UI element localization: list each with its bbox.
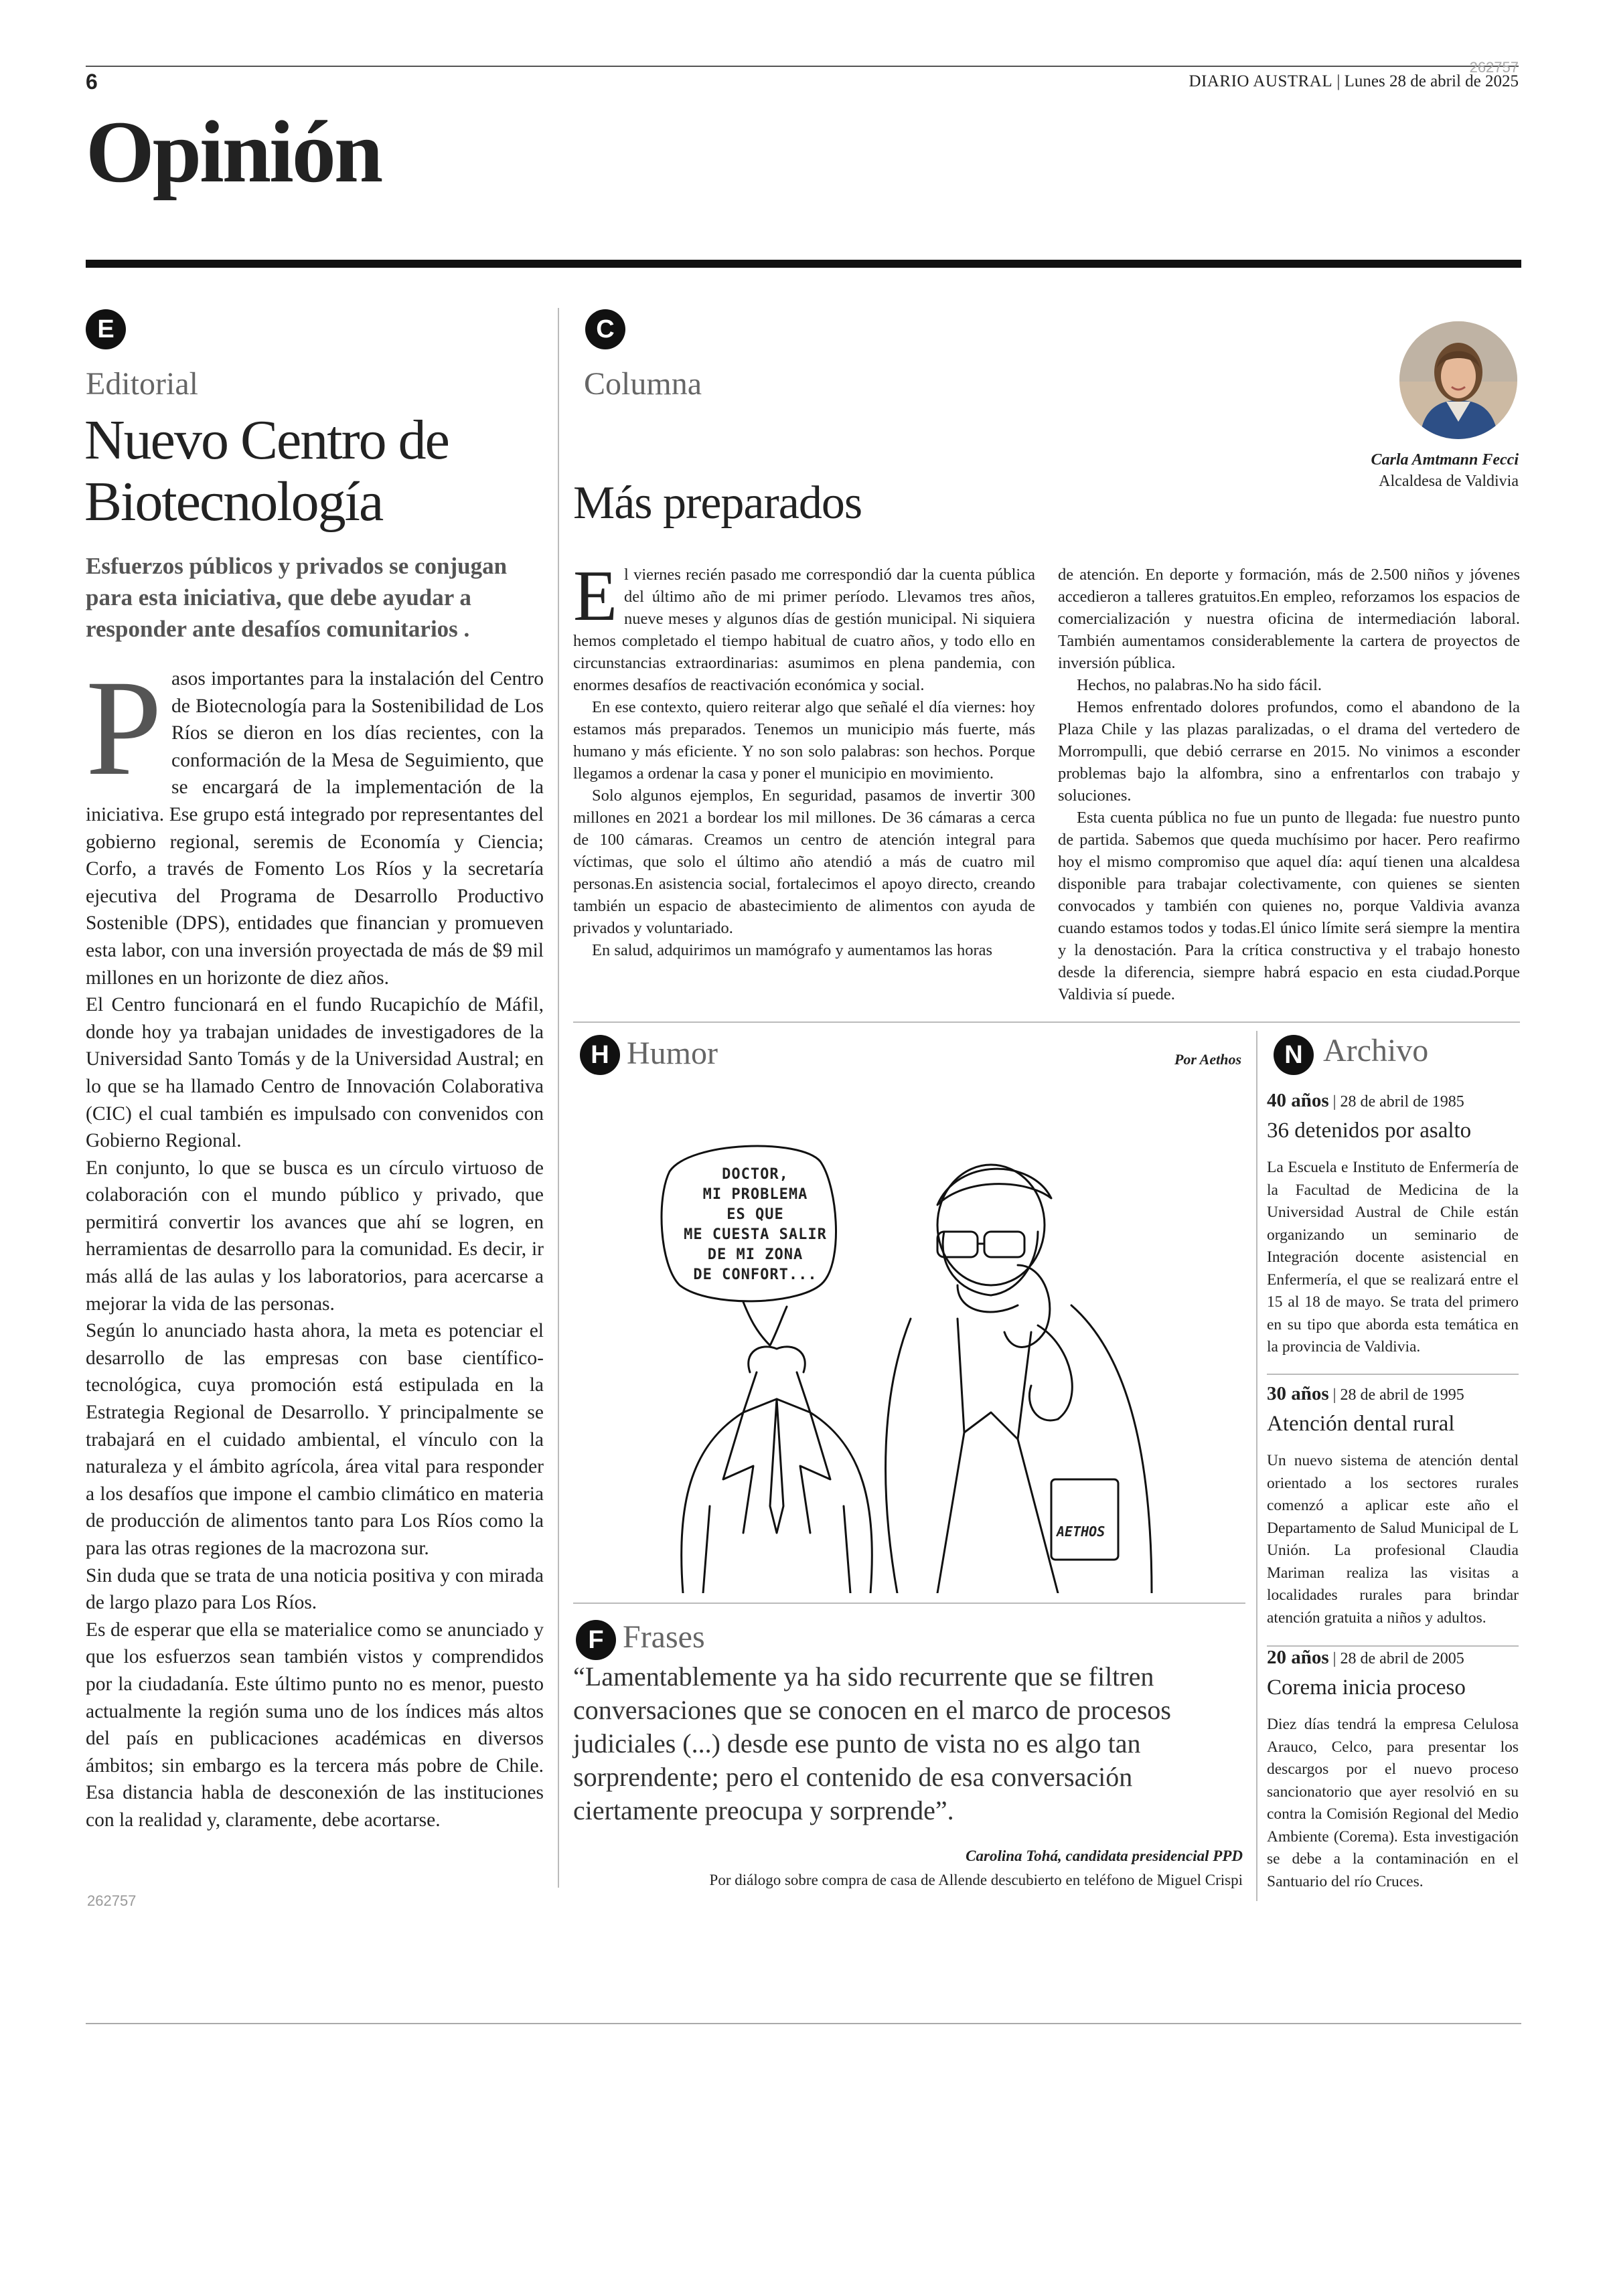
editorial-footer-id: 262757 <box>87 1892 137 1909</box>
section-title: Opinión <box>86 102 382 201</box>
column-divider <box>558 308 559 1888</box>
humor-label: Humor <box>627 1036 718 1071</box>
archivo-title: 36 detenidos por asalto <box>1267 1119 1472 1143</box>
archivo-years: 20 años <box>1267 1647 1329 1668</box>
humor-badge: H <box>580 1035 620 1075</box>
archivo-years: 30 años <box>1267 1383 1329 1404</box>
column-paragraph: Hemos enfrentado dolores profundos, como el abandono de la Plaza Chile y las plazas paralizadas, o el drama del vertedero de Morrompulli, que debió cerrarse en 2015. No vinimos a esconder problemas bajo la alfombra, sino a enfrentarlos con trabajo y soluciones. <box>1058 698 1520 805</box>
archivo-rule <box>1267 1374 1519 1375</box>
archivo-date: | 28 de abril de 1985 <box>1332 1093 1464 1111</box>
archivo-item <box>1267 1090 1519 1359</box>
bubble-line: DOCTOR, <box>722 1166 789 1183</box>
editorial-paragraph: asos importantes para la instalación del Centro de Biotecnología para la Sostenibilidad de Los Ríos se dieron en los días recientes, con la conformación de la Mesa de Seguimiento, que se encargará de la implementación de la iniciativa. Ese grupo está integrado por representantes del gobierno regional, seremis de Economía y Ciencia; Corfo, a través de Fomento Los Ríos y la secretaría ejecutiva del Programa de Desarrollo Productivo Sostenible (DPS), entidades que financian y promueven esta labor, con una inversión proyectada de más de $9 mil millones en un horizonte de diez años. <box>86 668 544 989</box>
editorial-drop-cap: P <box>86 652 163 804</box>
archivo-body: Diez días tendrá la empresa Celulosa Arauco, Celco, para presentar los descargos por el nuevo proceso sancionatorio que ayer resolvió en su contra la Comisión Regional del Medio Ambiente (Corema). Esta investigación se debe a la contaminación en el Santuario del río Cruces. <box>1267 1716 1519 1890</box>
editorial-headline-line-2: Biotecnología <box>84 471 383 533</box>
archivo-title: Corema inicia proceso <box>1267 1675 1466 1700</box>
archivo-body: Un nuevo sistema de atención dental orientado a los sectores rurales comenzó a aplicar este año el Departamento de Salud Municipal de L Unión. La profesional Claudia Mariman realiza las visitas a localidades rurales para brindar atención gratuita a niños y adultos. <box>1267 1452 1519 1627</box>
archivo-divider <box>1256 1031 1257 1901</box>
author-avatar <box>1399 321 1517 439</box>
column-paragraph: Solo algunos ejemplos, En seguridad, pasamos de invertir 300 millones en 2021 a bordear los mil millones. De 36 cámaras a cerca de 100 cámaras. Creamos un centro de atención integral para víctimas, que solo el último año atendió a más de cuatro mil personas.En asistencia social, fortalecimos el apoyo directo, creando también un espacio de abastecimiento de alimentos con ayuda de privados y voluntariado. <box>573 787 1035 937</box>
column-paragraph: Hechos, no palabras.No ha sido fácil. <box>1077 676 1322 694</box>
column-body-right <box>1058 564 1520 1005</box>
author-name: Carla Amtmann Fecci <box>1371 451 1519 469</box>
frases-source: Carolina Tohá, candidata presidencial PPD <box>966 1848 1243 1864</box>
editorial-paragraph: Sin duda que se trata de una noticia positiva y con mirada de largo plazo para Los Ríos. <box>86 1564 544 1614</box>
editorial-badge: E <box>86 309 126 349</box>
editorial-headline <box>84 410 553 533</box>
publication-line <box>1189 72 1519 91</box>
editorial-paragraph: En conjunto, lo que se busca es un círculo virtuoso de colaboración con el mundo público y privado, que permitirá convertir los avances que ahí se logren, en herramientas de desarrollo para la comunidad. Es decir, ir más allá de las aulas y los laboratorios, para acercarse a mejorar la vida de las personas. <box>86 1157 544 1315</box>
humor-byline: Por Aethos <box>1174 1051 1241 1068</box>
column-headline: Más preparados <box>573 477 862 529</box>
column-kicker: Columna <box>584 366 702 402</box>
column-paragraph: En ese contexto, quiero reiterar algo que señalé el día viernes: hoy estamos más preparados. Tenemos un municipio más fuerte, más humano y más eficiente. Y no son solo palabras: son hechos. Porque llegamos a ordenar la casa y poner el municipio en movimiento. <box>573 698 1035 783</box>
bubble-line: DE MI ZONA <box>707 1246 804 1263</box>
header-id-code: 262757 <box>1469 59 1519 76</box>
column-paragraph: de atención. En deporte y formación, más de 2.500 niños y jóvenes accedieron a talleres gratuitos.En empleo, reforzamos los espacios de comercialización y nuestra oficina de intermediación laboral. También aumentamos considerablemente la cartera de proyectos de inversión pública. <box>1058 566 1520 672</box>
archivo-years: 40 años <box>1267 1090 1329 1111</box>
column-badge: C <box>585 309 625 349</box>
frases-context: Por diálogo sobre compra de casa de Allende descubierto en teléfono de Miguel Crispi <box>709 1872 1243 1888</box>
page-number: 6 <box>86 70 98 94</box>
frases-quote: “Lamentablemente ya ha sido recurrente que se filtren conversaciones que se conocen en el marco de procesos judiciales (...) desde ese punto de vista no es algo tan sorprendente; pero el contenido de esa conversación ciertamente preocupa y sorprende”. <box>573 1661 1171 1825</box>
editorial-paragraph: El Centro funcionará en el fundo Rucapichío de Máfil, donde hoy ya trabajan unidades de investigadores de la Universidad Santo Tomás y de la Universidad Austral; en lo que se ha llamado Centro de Innovación Colaborativa (CIC) el cual también es impulsado con convenidos con Gobierno Regional. <box>86 994 544 1152</box>
editorial-paragraph: Según lo anunciado hasta ahora, la meta es potenciar el desarrollo de las empresas con base científico-tecnológica, cuya promoción está estipulada en la Estrategia Regional de Desarrollo. Y principalmente se trabajará en el cuidado ambiental, el vínculo con la naturaleza y el ámbito agrícola, área vital para responder a los desafíos que impone el cambio climático en materia de producción de alimentos tanto para Los Ríos como la para las otras regiones de la macrozona sur. <box>86 1320 544 1559</box>
archivo-title: Atención dental rural <box>1267 1412 1455 1436</box>
header-rule <box>86 66 1519 67</box>
cartoon-signature: AETHOS <box>1057 1524 1105 1540</box>
column-paragraph: Esta cuenta pública no fue un punto de llegada: fue nuestro punto de partida. Sabemos que queda muchísimo por hacer. Pero reafirmo hoy el mismo compromiso que aquel día: aquí tienen una alcaldesa disponible para trabajar colectivamente, con quienes se sienten convocados y también con quienes no, porque Valdivia avanza cuando estamos todos y todas.El único límite será siempre la mentira y la denostación. Para la crítica constructiva y el trabajo honesto desde la diferencia, siempre habrá espacio en esta ciudad.Porque Valdivia sí puede. <box>1058 809 1520 1003</box>
column-body-left <box>573 556 1035 961</box>
column-paragraph: En salud, adquirimos un mamógrafo y aumentamos las horas <box>592 941 993 959</box>
editorial-kicker: Editorial <box>86 366 198 402</box>
bubble-line: ME CUESTA SALIR <box>684 1226 827 1243</box>
author-role: Alcaldesa de Valdivia <box>1379 473 1519 490</box>
speech-bubble-text <box>682 1165 829 1285</box>
section-rule <box>86 260 1521 268</box>
archivo-item <box>1267 1383 1519 1629</box>
archivo-item <box>1267 1647 1519 1893</box>
column-drop-cap: E <box>573 556 617 636</box>
column-paragraph: l viernes recién pasado me correspondió dar la cuenta pública del último año de mi primer período. Llevamos tres años, nueve meses y algunos días de gestión municipal. Ni siquiera hemos completado el tiempo habitual de cuatro años, y todo ello en circunstancias extraordinarias: asumimos en plena pandemia, con enormes desafíos de reactivación económica y social. <box>573 566 1035 694</box>
editorial-paragraph: Es de esperar que ella se materialice como se anunciado y que los esfuerzos sean también vistos y comprendidos por la ciudadanía. Este último punto no es menor, puesto actualmente la región suma uno de los índices más altos del país en publicaciones académicas en diversos ámbitos; sin embargo es la tercera más pobre de Chile. Esa distancia habla de desconexión de las instituciones con la realidad y, claramente, debe acortarse. <box>86 1619 544 1831</box>
bubble-line: ES QUE <box>726 1206 784 1223</box>
archivo-date: | 28 de abril de 1995 <box>1332 1386 1464 1404</box>
archivo-badge: N <box>1274 1035 1314 1075</box>
publication-date: | Lunes 28 de abril de 2025 <box>1336 72 1519 90</box>
editorial-deck: Esfuerzos públicos y privados se conjugan para esta iniciativa, que debe ayudar a responder ante desafíos comunitarios . <box>86 553 508 642</box>
bottom-rule <box>86 2023 1521 2024</box>
publication-name: DIARIO AUSTRAL <box>1189 72 1333 90</box>
bubble-line: MI PROBLEMA <box>702 1186 808 1203</box>
archivo-date: | 28 de abril de 2005 <box>1332 1650 1464 1667</box>
editorial-body <box>86 652 544 1834</box>
editorial-headline-line-1: Nuevo Centro de <box>84 409 449 471</box>
cartoon <box>643 1131 1178 1593</box>
archivo-label: Archivo <box>1323 1033 1429 1068</box>
archivo-body: La Escuela e Instituto de Enfermería de la Facultad de Medicina de la Universidad Austral de Chile están organizando un seminario de Integración docente asistencial en Enfermería, el que se realizará entre el 15 al 18 de mayo. Se trata del primero en su tipo que aborda esta temática en la provincia de Valdivia. <box>1267 1159 1519 1356</box>
bubble-line: DE CONFORT... <box>693 1266 818 1283</box>
mid-rule <box>573 1021 1520 1023</box>
frases-label: Frases <box>623 1619 705 1655</box>
humor-bottom-rule <box>573 1603 1245 1604</box>
frases-badge: F <box>576 1620 616 1660</box>
author-portrait-icon <box>1399 321 1517 439</box>
